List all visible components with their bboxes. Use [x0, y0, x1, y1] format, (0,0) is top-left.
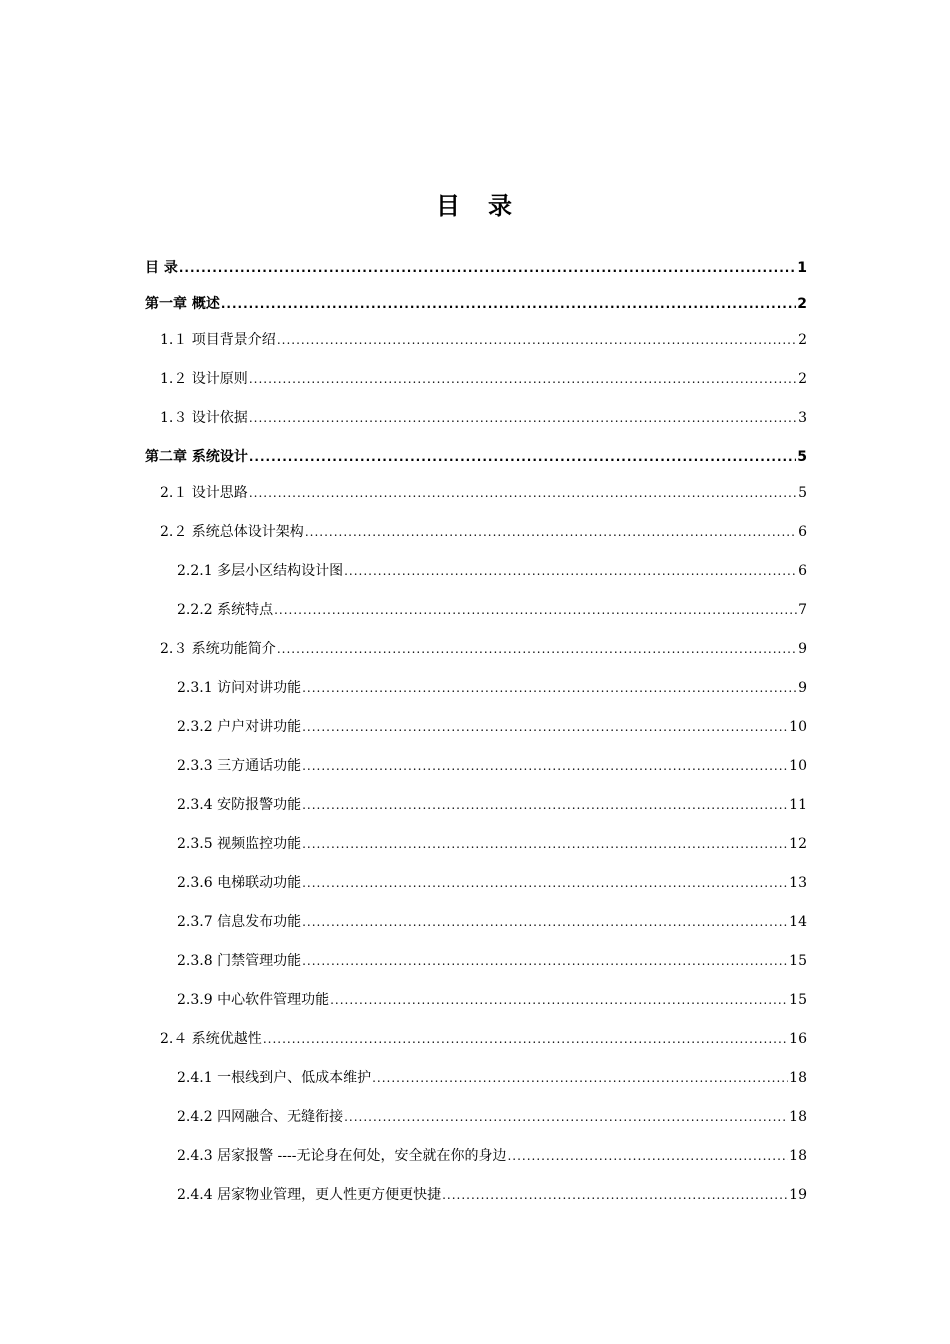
toc-entry[interactable]	[145, 367, 807, 406]
toc-entry[interactable]	[145, 871, 807, 910]
toc-leader-dots	[179, 256, 796, 280]
toc-entry-page-number: 14	[789, 914, 807, 930]
toc-entry-label: 2.3.1 访问对讲功能	[177, 680, 302, 696]
toc-leader-dots	[263, 1027, 788, 1051]
toc-entry[interactable]	[145, 520, 807, 559]
toc-entry-label: 2.２ 系统总体设计架构	[160, 524, 304, 540]
toc-entry[interactable]	[145, 988, 807, 1027]
toc-entry[interactable]	[145, 406, 807, 445]
toc-entry[interactable]	[145, 832, 807, 871]
toc-entry-label: 1.１ 项目背景介绍	[160, 332, 276, 348]
toc-entry-page-number: 11	[789, 797, 807, 813]
toc-entry-page-number: 2	[798, 332, 807, 348]
toc-entry[interactable]	[145, 715, 807, 754]
toc-entry-page-number: 10	[789, 758, 807, 774]
toc-entry-page-number: 10	[789, 719, 807, 735]
toc-entry-page-number: 9	[798, 680, 807, 696]
toc-leader-dots	[277, 328, 797, 352]
toc-entry-page-number: 16	[789, 1031, 807, 1047]
toc-entry-page-number: 15	[789, 953, 807, 969]
toc-entry-label: 1.２ 设计原则	[160, 371, 248, 387]
toc-entry-page-number: 5	[797, 449, 807, 465]
toc-leader-dots	[302, 676, 797, 700]
toc-entry-page-number: 3	[798, 410, 807, 426]
toc-entry-label: 2.3.2 户户对讲功能	[177, 719, 302, 735]
toc-entry[interactable]	[145, 481, 807, 520]
toc-entry-label: 2.３ 系统功能简介	[160, 641, 276, 657]
table-of-contents	[145, 256, 807, 1222]
toc-leader-dots	[442, 1183, 788, 1207]
toc-entry-page-number: 18	[789, 1148, 807, 1164]
toc-entry-label: 2.3.6 电梯联动功能	[177, 875, 302, 891]
toc-entry[interactable]	[145, 910, 807, 949]
toc-entry-label: 2.4.2 四网融合、无缝衔接	[177, 1109, 344, 1125]
toc-leader-dots	[302, 910, 788, 934]
toc-entry-page-number: 1	[797, 260, 807, 276]
toc-entry[interactable]	[145, 1144, 807, 1183]
toc-entry-page-number: 6	[798, 524, 807, 540]
toc-entry[interactable]	[145, 559, 807, 598]
toc-entry-page-number: 5	[798, 485, 807, 501]
toc-entry-page-number: 7	[798, 602, 807, 618]
toc-leader-dots	[221, 292, 796, 316]
toc-leader-dots	[302, 793, 788, 817]
toc-entry[interactable]	[145, 328, 807, 367]
toc-entry-label: 1.３ 设计依据	[160, 410, 248, 426]
toc-entry[interactable]	[145, 256, 807, 292]
toc-entry[interactable]	[145, 676, 807, 715]
toc-entry[interactable]	[145, 1105, 807, 1144]
toc-entry-page-number: 12	[789, 836, 807, 852]
toc-entry-label: 2.4.3 居家报警 ----无论身在何处，安全就在你的身边	[177, 1148, 507, 1164]
toc-leader-dots	[249, 481, 797, 505]
toc-entry-page-number: 2	[798, 371, 807, 387]
toc-leader-dots	[305, 520, 797, 544]
toc-entry-page-number: 6	[798, 563, 807, 579]
toc-entry-label: 2.4.1 一根线到户、低成本维护	[177, 1070, 372, 1086]
toc-entry[interactable]	[145, 637, 807, 676]
toc-entry[interactable]	[145, 1027, 807, 1066]
toc-entry[interactable]	[145, 445, 807, 481]
toc-entry-label: 2.3.7 信息发布功能	[177, 914, 302, 930]
toc-leader-dots	[344, 559, 797, 583]
toc-entry-page-number: 13	[789, 875, 807, 891]
toc-entry[interactable]	[145, 793, 807, 832]
toc-entry-page-number: 2	[797, 296, 807, 312]
toc-leader-dots	[302, 715, 788, 739]
toc-entry[interactable]	[145, 598, 807, 637]
toc-entry-label: 2.2.2 系统特点	[177, 602, 274, 618]
page-title: 目 录	[436, 192, 514, 220]
toc-leader-dots	[249, 406, 797, 430]
toc-entry-page-number: 9	[798, 641, 807, 657]
toc-leader-dots	[344, 1105, 788, 1129]
toc-entry-page-number: 15	[789, 992, 807, 1008]
toc-leader-dots	[277, 637, 797, 661]
toc-entry-label: 第二章 系统设计	[145, 449, 248, 465]
toc-leader-dots	[372, 1066, 788, 1090]
toc-entry-page-number: 18	[789, 1070, 807, 1086]
toc-entry[interactable]	[145, 754, 807, 793]
toc-leader-dots	[302, 754, 788, 778]
toc-entry-label: 2.3.4 安防报警功能	[177, 797, 302, 813]
toc-entry-label: 2.１ 设计思路	[160, 485, 248, 501]
toc-entry-label: 目 录	[145, 260, 178, 276]
toc-leader-dots	[330, 988, 788, 1012]
toc-entry-label: 2.3.5 视频监控功能	[177, 836, 302, 852]
toc-leader-dots	[302, 871, 788, 895]
toc-entry[interactable]	[145, 949, 807, 988]
toc-leader-dots	[274, 598, 797, 622]
toc-entry-label: 2.2.1 多层小区结构设计图	[177, 563, 344, 579]
toc-leader-dots	[249, 445, 796, 469]
toc-entry-label: 2.3.3 三方通话功能	[177, 758, 302, 774]
toc-entry[interactable]	[145, 1183, 807, 1222]
toc-entry-label: 2.4.4 居家物业管理，更人性更方便更快捷	[177, 1187, 442, 1203]
toc-entry[interactable]	[145, 1066, 807, 1105]
toc-entry[interactable]	[145, 292, 807, 328]
toc-leader-dots	[507, 1144, 788, 1168]
toc-entry-page-number: 19	[789, 1187, 807, 1203]
toc-leader-dots	[249, 367, 797, 391]
toc-leader-dots	[302, 832, 788, 856]
toc-entry-label: 第一章 概述	[145, 296, 220, 312]
toc-entry-label: 2.４ 系统优越性	[160, 1031, 262, 1047]
toc-entry-label: 2.3.9 中心软件管理功能	[177, 992, 330, 1008]
toc-entry-page-number: 18	[789, 1109, 807, 1125]
toc-entry-label: 2.3.8 门禁管理功能	[177, 953, 302, 969]
toc-leader-dots	[302, 949, 788, 973]
